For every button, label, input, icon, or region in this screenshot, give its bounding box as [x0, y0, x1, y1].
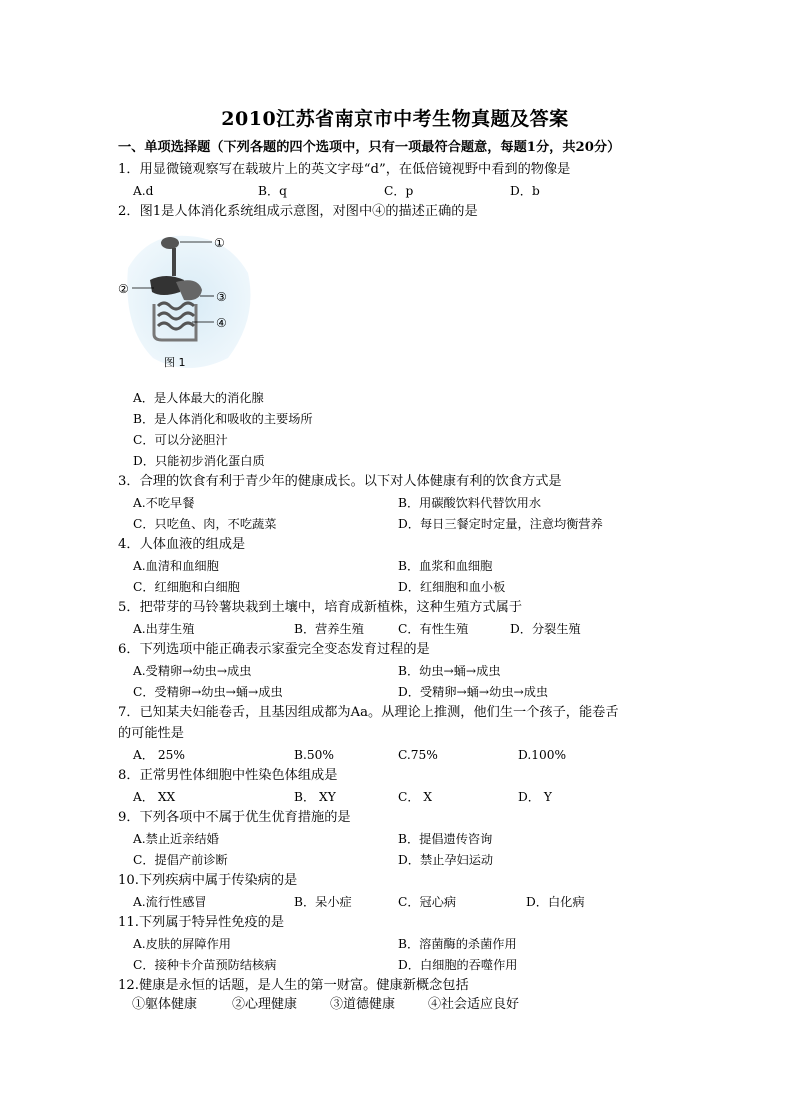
q12-item-1: ①躯体健康 — [132, 997, 198, 1012]
q4-option-d: D．红细胞和血小板 — [398, 580, 506, 594]
section-heading: 一、单项选择题（下列各题的四个选项中，只有一项最符合题意，每题1分，共20分） — [118, 140, 621, 155]
digestive-system-figure — [118, 228, 258, 378]
q3-option-a: A.不吃早餐 — [133, 496, 195, 510]
q6-option-b: B．幼虫→蛹→成虫 — [398, 664, 501, 678]
q9-option-c: C．提倡产前诊断 — [133, 853, 228, 867]
q3-option-b: B．用碳酸饮料代替饮用水 — [398, 496, 542, 510]
q5-option-d: D．分裂生殖 — [510, 622, 581, 636]
page-title: 2010江苏省南京市中考生物真题及答案 — [221, 108, 569, 130]
q10-option-d: D．白化病 — [526, 895, 585, 909]
question-5-stem: 5．把带芽的马铃薯块栽到土壤中，培育成新植株，这种生殖方式属于 — [118, 600, 523, 615]
question-7-stem-continued: 的可能性是 — [118, 726, 184, 741]
figure-label-1: ① — [214, 236, 225, 250]
q2-option-a: A．是人体最大的消化腺 — [133, 391, 264, 405]
q5-option-b: B．营养生殖 — [294, 622, 364, 636]
q2-option-c: C．可以分泌胆汁 — [133, 433, 228, 447]
question-1-stem: 1．用显微镜观察写在载玻片上的英文字母“d”，在低倍镜视野中看到的物像是 — [118, 162, 571, 177]
q1-option-d: D．b — [510, 184, 540, 198]
question-7-stem: 7．已知某夫妇能卷舌，且基因组成都为Aa。从理论上推测，他们生一个孩子，能卷舌 — [118, 705, 619, 720]
q2-option-b: B．是人体消化和吸收的主要场所 — [133, 412, 313, 426]
q3-option-c: C．只吃鱼、肉，不吃蔬菜 — [133, 517, 277, 531]
q5-option-c: C．有性生殖 — [398, 622, 469, 636]
question-3-stem: 3．合理的饮食有利于青少年的健康成长。以下对人体健康有利的饮食方式是 — [118, 474, 562, 489]
figure-label-4: ④ — [216, 316, 227, 330]
q7-option-c: C.75% — [398, 748, 438, 762]
figure-label-3: ③ — [216, 290, 227, 304]
q6-option-d: D．受精卵→蛹→幼虫→成虫 — [398, 685, 549, 699]
q7-option-d: D.100% — [518, 748, 567, 762]
q8-option-a: A． XX — [133, 790, 176, 804]
mouth-shape — [161, 237, 179, 249]
q4-option-b: B．血浆和血细胞 — [398, 559, 493, 573]
q6-option-c: C．受精卵→幼虫→蛹→成虫 — [133, 685, 283, 699]
q8-option-c: C． X — [398, 790, 433, 804]
q7-option-a: A． 25% — [133, 748, 185, 762]
q11-option-d: D．白细胞的吞噬作用 — [398, 958, 518, 972]
figure-label-2: ② — [118, 282, 129, 296]
q1-option-a: A.d — [133, 184, 154, 198]
q11-option-a: A.皮肤的屏障作用 — [133, 937, 231, 951]
question-9-stem: 9．下列各项中不属于优生优育措施的是 — [118, 810, 351, 825]
q9-option-a: A.禁止近亲结婚 — [133, 832, 219, 846]
q9-option-b: B．提倡遗传咨询 — [398, 832, 493, 846]
q8-option-b: B． XY — [294, 790, 336, 804]
q12-item-3: ③道德健康 — [330, 997, 396, 1012]
question-8-stem: 8．正常男性体细胞中性染色体组成是 — [118, 768, 338, 783]
figure-caption: 图 1 — [164, 356, 186, 369]
q11-option-b: B．溶菌酶的杀菌作用 — [398, 937, 517, 951]
q3-option-d: D．每日三餐定时定量，注意均衡营养 — [398, 517, 603, 531]
q10-option-b: B．呆小症 — [294, 895, 352, 909]
q10-option-c: C．冠心病 — [398, 895, 457, 909]
q4-option-a: A.血清和血细胞 — [133, 559, 219, 573]
question-11-stem: 11.下列属于特异性免疫的是 — [118, 915, 285, 930]
q6-option-a: A.受精卵→幼虫→成虫 — [133, 664, 252, 678]
question-6-stem: 6．下列选项中能正确表示家蚕完全变态发育过程的是 — [118, 642, 430, 657]
q9-option-d: D．禁止孕妇运动 — [398, 853, 494, 867]
q8-option-d: D． Y — [518, 790, 552, 804]
q12-item-4: ④社会适应良好 — [428, 997, 520, 1012]
q2-option-d: D．只能初步消化蛋白质 — [133, 454, 265, 468]
q4-option-c: C．红细胞和白细胞 — [133, 580, 240, 594]
question-12-stem: 12.健康是永恒的话题，是人生的第一财富。健康新概念包括 — [118, 978, 469, 993]
question-4-stem: 4．人体血液的组成是 — [118, 537, 246, 552]
q7-option-b: B.50% — [294, 748, 334, 762]
q1-option-c: C．p — [384, 184, 414, 198]
q1-option-b: B．q — [258, 184, 287, 198]
question-2-stem: 2．图1是人体消化系统组成示意图，对图中④的描述正确的是 — [118, 204, 478, 219]
q11-option-c: C．接种卡介苗预防结核病 — [133, 958, 277, 972]
q10-option-a: A.流行性感冒 — [133, 895, 207, 909]
q5-option-a: A.出芽生殖 — [133, 622, 195, 636]
question-10-stem: 10.下列疾病中属于传染病的是 — [118, 873, 298, 888]
q12-item-2: ②心理健康 — [232, 997, 298, 1012]
